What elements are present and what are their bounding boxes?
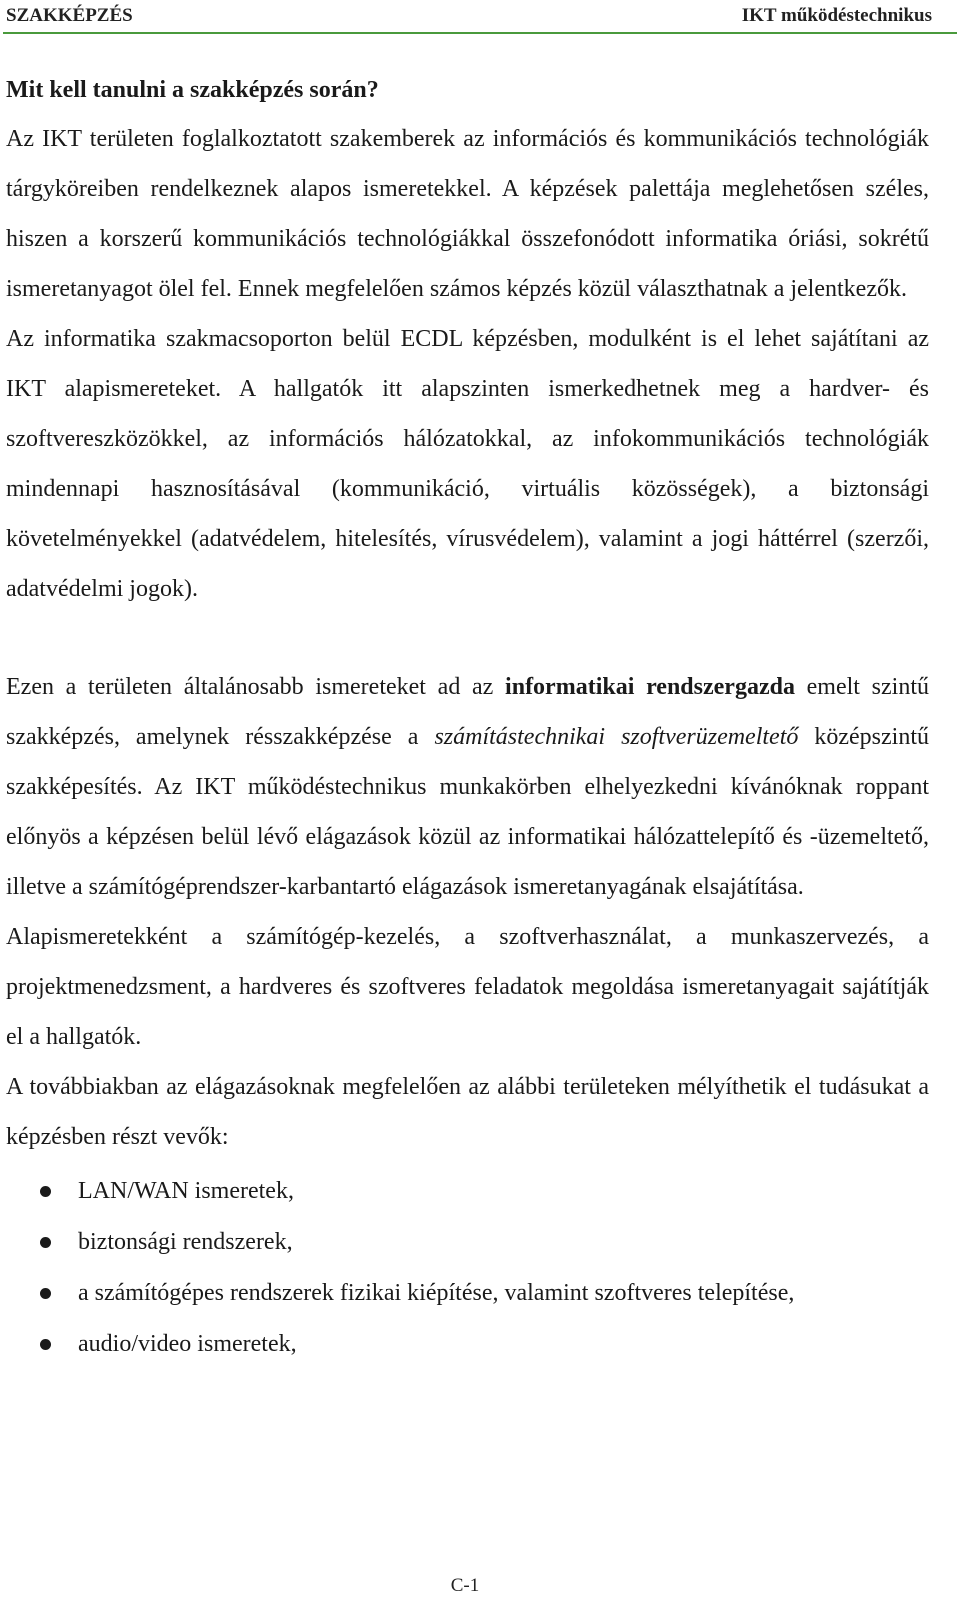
paragraph-rendszergazda-italic: számítástechnikai szoftverüzemeltető — [434, 724, 799, 750]
header-divider — [3, 32, 957, 34]
paragraph-gap — [6, 614, 929, 662]
paragraph-rendszergazda — [6, 662, 929, 912]
list-item-text: audio/video ismeretek, — [78, 1331, 297, 1357]
bullet-icon — [40, 1288, 51, 1299]
paragraph-rendszergazda-part1: Ezen a területen általánosabb ismereteket ad az — [6, 674, 506, 700]
list-item — [6, 1166, 929, 1216]
section-heading: Mit kell tanulni a szakképzés során? — [6, 77, 379, 103]
topic-list — [6, 1166, 929, 1369]
paragraph-ecdl: Az informatika szakmacsoporton belül ECDL képzésben, modulként is el lehet sajátítani az IKT alapismereteket. A hallgatók itt alapszinten ismerkedhetnek meg a hardver- és szoftvereszközökkel, az információs hálózatokkal, az infokommunikációs technológiák mindennapi hasznosításával (kommunikáció, virtuális közösségek), a biztonsági követelményekkel (adatvédelem, hitelesítés, vírusvédelem), valamint a jogi háttérrel (szerzői, adatvédelmi jogok). — [6, 326, 929, 602]
document-body — [6, 66, 929, 1370]
header-left-title: SZAKKÉPZÉS — [6, 5, 133, 26]
bullet-icon — [40, 1237, 51, 1248]
bullet-icon — [40, 1186, 51, 1197]
list-item — [6, 1217, 929, 1267]
paragraph-alapismeretek: Alapismeretekként a számítógép-kezelés, a szoftverhasználat, a munkaszervezés, a projektmenedzsment, a hardveres és szoftveres feladatok megoldása ismeretanyagait sajátítják el a hallgatók. — [6, 924, 929, 1050]
paragraph-intro: Az IKT területen foglalkoztatott szakemberek az információs és kommunikációs technológiák tárgyköreiben rendelkeznek alapos ismeretekkel. A képzések palettája meglehetősen széles, hiszen a korszerű kommunikációs technológiákkal összefonódott informatika óriási, sokrétű ismeretanyagot ölel fel. Ennek megfelelően számos képzés közül választhatnak a jelentkezők. — [6, 126, 929, 302]
list-item-text: LAN/WAN ismeretek, — [78, 1178, 294, 1204]
paragraph-rendszergazda-bold: informatikai rendszergazda — [505, 674, 795, 700]
paragraph-elagazasok: A továbbiakban az elágazásoknak megfelelően az alábbi területeken mélyíthetik el tudásukat a képzésben részt vevők: — [6, 1074, 929, 1150]
paragraph-rendszergazda-part2: emelt szintű szakképzés, amelynek résszakképzése a — [6, 674, 930, 750]
list-item — [6, 1268, 929, 1318]
header-right-title: IKT működéstechnikus — [741, 5, 932, 26]
list-item-text: biztonsági rendszerek, — [78, 1229, 293, 1255]
paragraph-rendszergazda-part3: középszintű szakképesítés. Az IKT működéstechnikus munkakörben elhelyezkedni kívánóknak roppant előnyös a képzésen belül lévő elágazások közül az informatikai hálózattelepítő és -üzemeltető, illetve a számítógéprendszer-karbantartó elágazások ismeretanyagának elsajátítása. — [6, 724, 929, 900]
page-number: C-1 — [450, 1575, 480, 1596]
bullet-icon — [40, 1339, 51, 1350]
list-item — [6, 1319, 929, 1369]
list-item-text: a számítógépes rendszerek fizikai kiépítése, valamint szoftveres telepítése, — [78, 1280, 795, 1306]
page-header — [6, 2, 940, 30]
